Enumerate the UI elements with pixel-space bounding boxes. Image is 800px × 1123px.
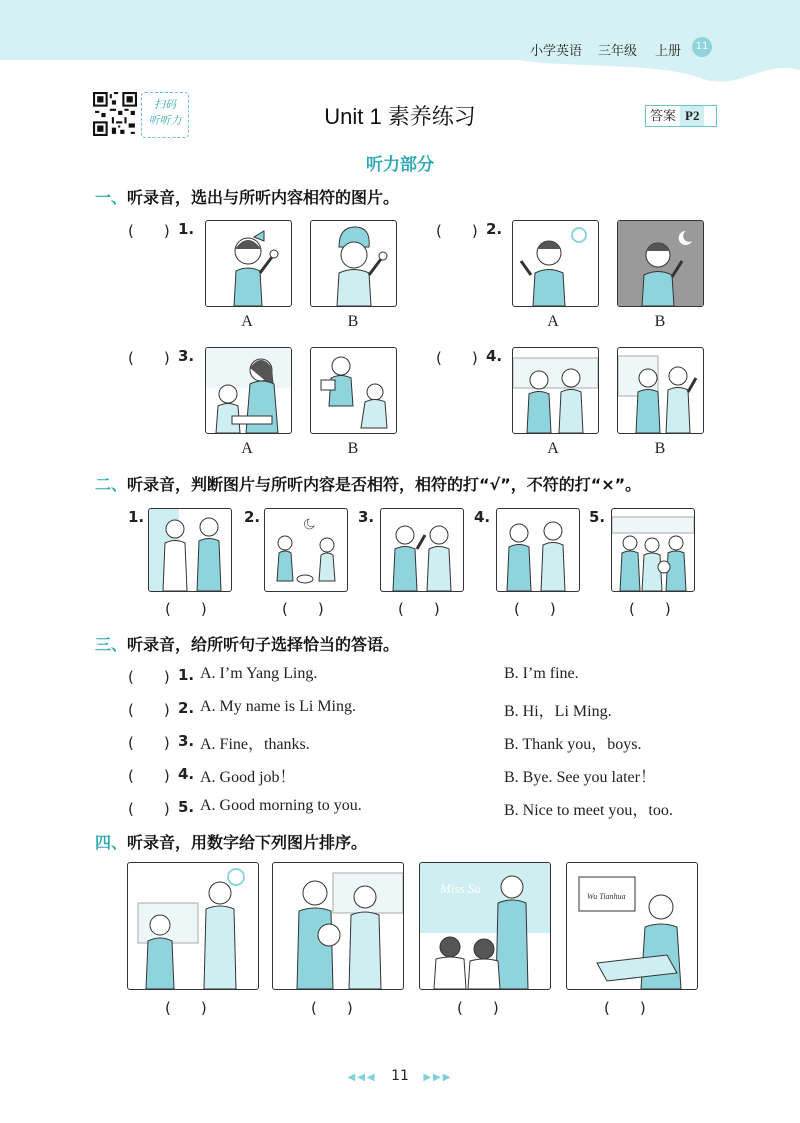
- term-label: 上册: [655, 44, 682, 59]
- picture-two-boys-football[interactable]: [272, 862, 404, 990]
- answer-blank[interactable]: ( ): [165, 999, 207, 1017]
- answer-blank[interactable]: ( ): [128, 767, 170, 785]
- picture-boy-in-cap[interactable]: [310, 220, 397, 307]
- answer-blank[interactable]: ( ): [604, 999, 646, 1017]
- section-3-number: 三、: [95, 635, 128, 654]
- question-number: 5.: [178, 798, 195, 816]
- section-1-instruction: 听录音，选出与所听内容相符的图片。: [127, 188, 400, 207]
- item-number: 4.: [474, 508, 491, 526]
- scan-label: 扫码: [154, 98, 176, 111]
- answer-blank[interactable]: ( ): [457, 999, 499, 1017]
- item-number: 3.: [358, 508, 375, 526]
- page-badge: 11: [692, 37, 712, 57]
- question-number: 4.: [178, 765, 195, 783]
- picture-three-kids-ball[interactable]: [611, 508, 695, 592]
- section-subhead: 听力部分: [366, 155, 434, 175]
- listen-label: 听听力: [148, 114, 182, 127]
- question-number: 2.: [178, 699, 195, 717]
- option-label: A: [241, 313, 253, 330]
- answer-blank[interactable]: ( ): [436, 349, 478, 367]
- question-number: 3.: [178, 347, 195, 365]
- section-3-heading: [95, 632, 399, 655]
- picture-boy-dog-moon[interactable]: [264, 508, 348, 592]
- answer-blank[interactable]: ( ): [311, 999, 353, 1017]
- section-4-heading: [95, 830, 367, 853]
- section-3-instruction: 听录音，给所听句子选择恰当的答语。: [127, 635, 400, 654]
- option-label: B: [347, 440, 359, 457]
- question-number: 2.: [486, 220, 503, 238]
- section-4-number: 四、: [95, 833, 128, 852]
- answer-blank[interactable]: ( ): [128, 800, 170, 818]
- picture-boy-name-card[interactable]: [566, 862, 698, 990]
- picture-teacher-and-boy-greeting[interactable]: [148, 508, 232, 592]
- picture-boy-sun[interactable]: [512, 220, 599, 307]
- option-label: B: [347, 313, 359, 330]
- option-a[interactable]: A. Good job！: [200, 769, 296, 786]
- picture-boy-and-girl-playing[interactable]: [310, 347, 397, 434]
- picture-classroom-miss-su[interactable]: [419, 862, 551, 990]
- board-text: Miss Su: [440, 881, 481, 896]
- option-b[interactable]: B. Hi，Li Ming.: [504, 703, 612, 720]
- question-number: 1.: [178, 666, 195, 684]
- answer-blank[interactable]: ( ): [128, 222, 170, 240]
- picture-girl-and-dad-school-gate[interactable]: [127, 862, 259, 990]
- answer-reference: [645, 105, 717, 127]
- option-a[interactable]: A. Fine，thanks.: [200, 736, 310, 753]
- option-b[interactable]: B. I’m fine.: [504, 665, 579, 682]
- answer-blank[interactable]: ( ): [128, 701, 170, 719]
- picture-two-girls-waving[interactable]: [617, 347, 704, 434]
- option-b[interactable]: B. Bye. See you later！: [504, 769, 656, 786]
- picture-girl-waving[interactable]: [205, 220, 292, 307]
- option-a[interactable]: A. I’m Yang Ling.: [200, 665, 318, 682]
- answer-label: 答案: [650, 109, 677, 124]
- picture-boy-moon[interactable]: [617, 220, 704, 307]
- answer-page: P2: [680, 106, 704, 126]
- option-b[interactable]: B. Thank you，boys.: [504, 736, 642, 753]
- section-1-number: 一、: [95, 188, 128, 207]
- option-a[interactable]: A. My name is Li Ming.: [200, 698, 356, 715]
- section-2-heading: [95, 472, 641, 495]
- answer-blank[interactable]: ( ): [128, 349, 170, 367]
- card-text: Wu Tianhua: [587, 892, 626, 901]
- section-2-instruction: 听录音，判断图片与所听内容是否相符，相符的打“√”，不符的打“×”。: [127, 475, 642, 494]
- option-label: B: [654, 440, 666, 457]
- answer-blank[interactable]: ( ): [282, 600, 324, 618]
- grade-label: 三年级: [598, 44, 638, 59]
- answer-blank[interactable]: ( ): [165, 600, 207, 618]
- subject-label: 小学英语: [530, 44, 583, 59]
- item-number: 1.: [128, 508, 145, 526]
- picture-two-girls-hi[interactable]: [380, 508, 464, 592]
- answer-blank[interactable]: ( ): [128, 668, 170, 686]
- option-label: A: [241, 440, 253, 457]
- page-title: Unit 1 素养练习: [324, 104, 476, 129]
- right-arrows-icon: ▶▶▶: [423, 1072, 453, 1083]
- answer-blank[interactable]: ( ): [436, 222, 478, 240]
- answer-blank[interactable]: ( ): [629, 600, 671, 618]
- question-number: 1.: [178, 220, 195, 238]
- page-footer: [0, 1068, 800, 1084]
- picture-two-boys[interactable]: [496, 508, 580, 592]
- question-number: 3.: [178, 732, 195, 750]
- page-number: 11: [391, 1068, 409, 1084]
- section-4-instruction: 听录音，用数字给下列图片排序。: [127, 833, 368, 852]
- left-arrows-icon: ◀◀◀: [347, 1072, 377, 1083]
- section-1-heading: [95, 185, 399, 208]
- picture-teacher-and-boy[interactable]: [205, 347, 292, 434]
- item-number: 5.: [589, 508, 606, 526]
- item-number: 2.: [244, 508, 261, 526]
- option-b[interactable]: B. Nice to meet you，too.: [504, 802, 673, 819]
- question-number: 4.: [486, 347, 503, 365]
- option-label: B: [654, 313, 666, 330]
- answer-blank[interactable]: ( ): [128, 734, 170, 752]
- option-label: A: [547, 313, 559, 330]
- picture-two-girls-school[interactable]: [512, 347, 599, 434]
- option-a[interactable]: A. Good morning to you.: [200, 797, 362, 814]
- section-2-number: 二、: [95, 475, 128, 494]
- answer-blank[interactable]: ( ): [398, 600, 440, 618]
- option-label: A: [547, 440, 559, 457]
- answer-blank[interactable]: ( ): [514, 600, 556, 618]
